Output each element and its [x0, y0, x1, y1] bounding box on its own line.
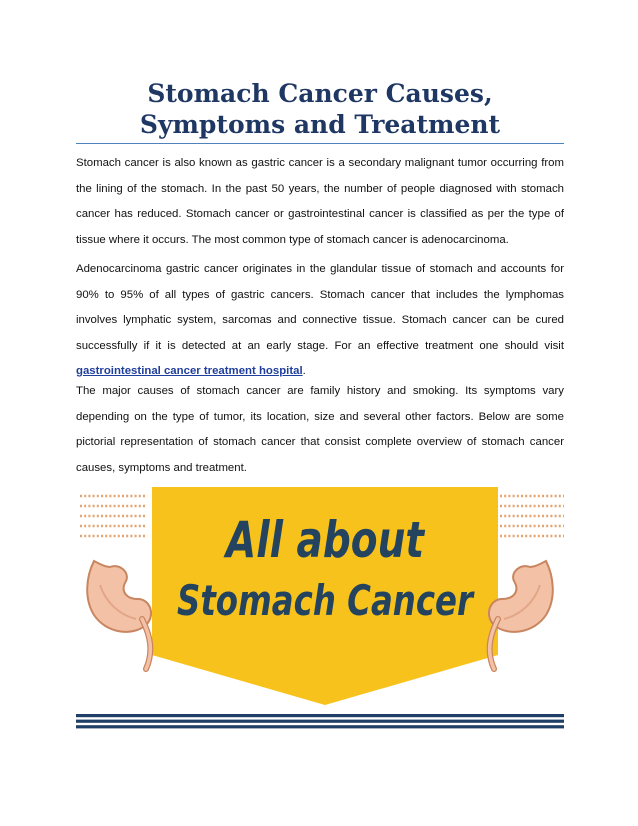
paragraph-causes: The major causes of stomach cancer are family history and smoking. Its symptoms vary depending on the type of tumor, its location, size and several other factors. Below are some pictorial representation of stomach cancer that consist complete overview of stomach cancer causes, symptoms and treatment.: [76, 385, 564, 474]
page-title: Stomach Cancer Causes, Symptoms and Treatment: [139, 79, 501, 139]
banner-line-1: All about: [222, 511, 426, 569]
title-underline: [76, 143, 564, 144]
infographic-image: [76, 487, 564, 730]
stomach-right-icon: [489, 561, 553, 669]
stomach-left-icon: [87, 561, 151, 669]
infographic-svg: [76, 487, 564, 730]
paragraph-intro: Stomach cancer is also known as gastric cancer is a secondary malignant tumor occurring from the lining of the stomach. In the past 50 years, the number of people diagnosed with stomach cancer has reduced. Stomach cancer or gastrointestinal cancer is classified as per the type of tissue where it occurs. The most common type of stomach cancer is adenocarcinoma.: [76, 157, 564, 246]
banner-line-2: Stomach Cancer: [177, 576, 475, 625]
paragraph-adenocarcinoma: [76, 257, 564, 385]
dotted-lines-right: [500, 496, 564, 536]
paragraph-period: .: [302, 365, 306, 377]
paragraph-adenocarcinoma-text: Adenocarcinoma gastric cancer originates in the glandular tissue of stomach and accounts for 90% to 95% of all types of gastric cancers. Stomach cancer that includes the lymphomas involves lymphatic system, sarcomas and connective tissue. Stomach cancer can be cured successfully if it is detected at an early stage. For an effective treatment one should visit: [76, 263, 564, 352]
hospital-link[interactable]: gastrointestinal cancer treatment hospital: [76, 365, 303, 377]
dotted-lines-left: [80, 496, 146, 536]
bottom-stripes: [76, 714, 564, 728]
